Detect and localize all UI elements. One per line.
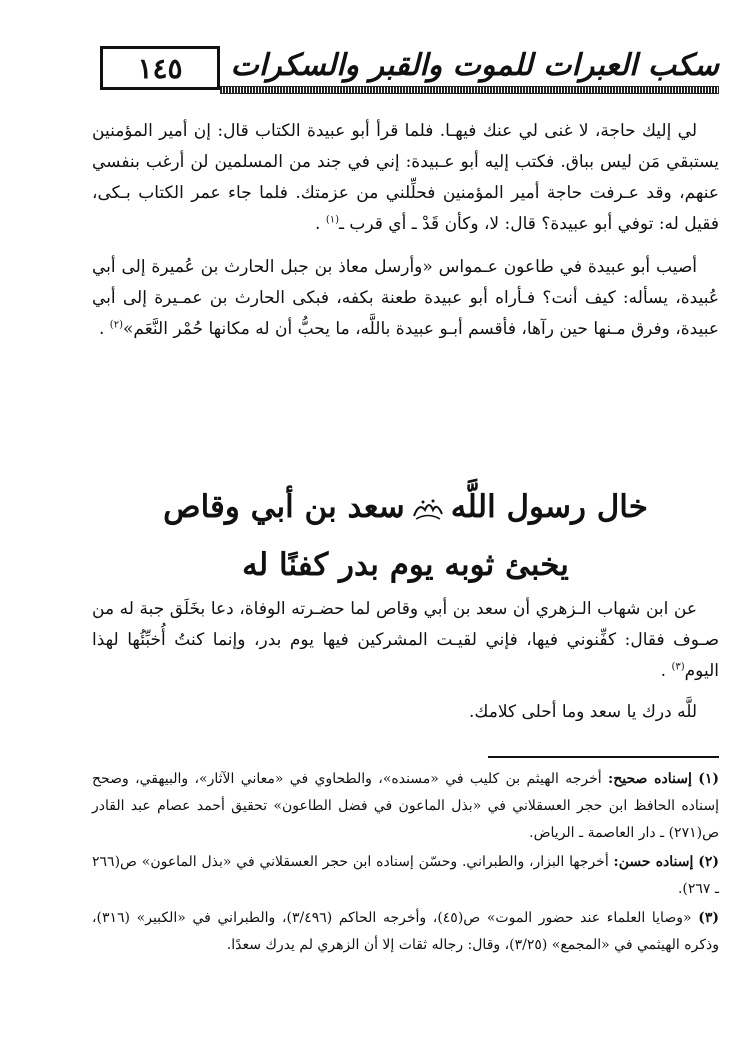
paragraph-4: للَّه درك يا سعد وما أحلى كلامك. [468,702,697,722]
section-heading [92,478,719,594]
section-body [92,594,719,728]
paragraph-3: عن ابن شهاب الـزهري أن سعد بن أبي وقاص لما حضـرته الوفاة، دعا بخَلَق جبة له من صـوف فقال: كفِّنوني فيها، فإني لقيـت المشركين فيها يوم بدر، وإنما كنتُ أُخبِّئُها لهذا اليوم$^{(٣)}$ . [92,599,719,681]
section-heading-line-1: خال رسول اللَّهسعد بن أبي وقاص [163,489,648,525]
salawat-ligature-icon [411,496,445,522]
footnote-ref-2: (٢) [109,319,123,331]
page-number-box [100,46,220,90]
paragraph-1: لي إليك حاجة، لا غنى لي عنك فيهـا. فلما قرأ أبو عبيدة الكتاب قال: إن أمير المؤمنين يستبقي مَن ليس بباق. فكتب إليه أبو عـبيدة: إني في جند من المسلمين لن أرغب بنفسي عنهم، وقد عـرفت حاجة أمير المؤمنين فحلِّلني من عزمتك. فلما جاء عمر الكتاب بـكى، فقيل له: توفي أبو عبيدة؟ قال: لا، وكأن قَدْ ـ أي قرب ـ$^{(١)}$ . [92,121,719,234]
paragraph-2: أصيب أبو عبيدة في طاعون عـمواس «وأرسل معاذ بن جبل الحارث بن عُميرة إلى أبي عُبيدة، يسأله: كيف أنت؟ فـأراه أبو عبيدة طعنة بكفه، فبكى الحارث بن عمـيرة إلى أبي عبيدة، وفرق مـنها حين رآها، فأقسم أبـو عبيدة باللَّه، ما يحبُّ أن له مكانها حُمْر النَّعَم»$^{(٢)}$ . [92,257,719,339]
footnote-separator [488,756,719,758]
footnote-ref-3: (٣) [671,661,685,673]
section-heading-line-2: يخبئ ثوبه يوم بدر كفنًا له [242,547,569,583]
running-title: سكب العبرات للموت والقبر والسكرات [230,48,719,83]
footnote-ref-1: (١) [325,214,339,226]
footnote-1: (١) إسناده صحيح: أخرجه الهيثم بن كليب في «مسنده»، والطحاوي في «معاني الآثار»، والبيهقي، وصحح إسناده الحافظ ابن حجر العسقلاني في «بذل الماعون في فضل الطاعون» تحقيق أحمد عصام عبد القادر ص(٢٧١) ـ دار العاصمة ـ الرياض. [92,771,720,841]
footnotes [92,766,719,961]
footnote-3: (٣) «وصايا العلماء عند حضور الموت» ص(٤٥)، وأخرجه الحاكم (٣/٤٩٦)، والطبراني في «الكبير» (٣١٦)، وذكره الهيثمي في «المجمع» (٣/٢٥)، وقال: رجاله ثقات إلا أن الزهري لم يدرك سعدًا. [92,910,719,953]
footnote-2: (٢) إسناده حسن: أخرجها البزار، والطبراني. وحسّن إسناده ابن حجر العسقلاني في «بذل الماعون» ص(٢٦٦ ـ ٢٦٧). [92,854,719,897]
body-text [92,116,719,345]
page-number: ١٤٥ [137,51,183,85]
header-rule [220,86,719,94]
page-header [84,40,719,96]
